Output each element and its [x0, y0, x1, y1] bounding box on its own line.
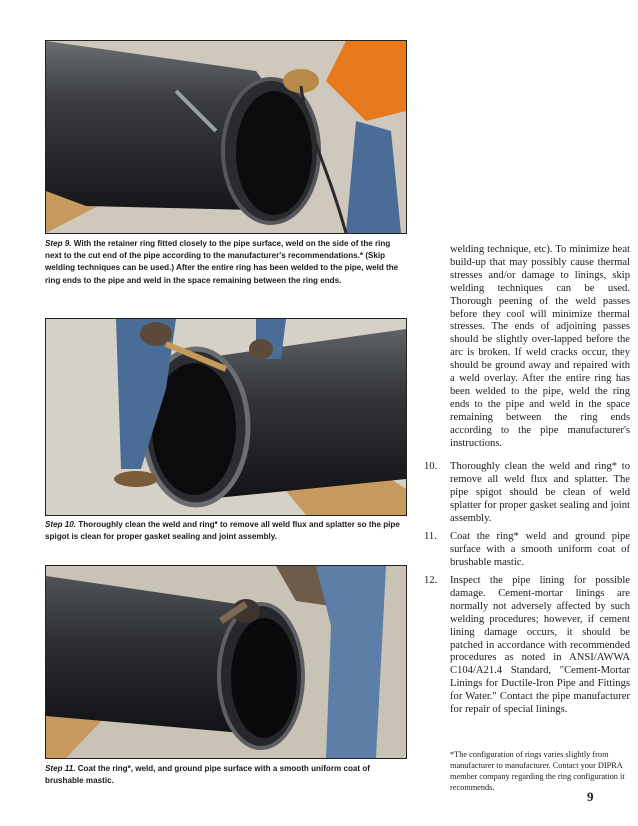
footnote: *The configuration of rings varies slightly from manufacturer to manufacturer. Contact your DIPRA member company regarding the ring configuration it recommends. — [450, 750, 625, 792]
cleaning-weld-photo — [45, 318, 407, 516]
step-9-label: Step 9. — [45, 239, 72, 248]
item-11-text: Coat the ring* weld and ground pipe surface with a smooth uniform coat of brushable mastic. — [450, 531, 630, 568]
item-12-paragraph — [424, 575, 630, 717]
continuation-text: welding technique, etc). To minimize heat build-up that may possibly cause thermal stresses and/or damage to linings, skip welding techniques can be used. Thorough peening of the weld passes before they cool will minimize thermal stresses. The ends of adjoining passes should be slightly over-lapped before the arc is broken. If weld cracks occur, they should be ground away and repaired with a weld overlay. After the entire ring has been welded to the pipe, weld the ring ends to the pipe and weld in the space remaining between the ring ends according to the pipe manufacturer's instructions. — [450, 244, 630, 449]
item-11 — [424, 531, 630, 570]
item-10 — [424, 461, 630, 526]
welding-pipe-photo — [45, 40, 407, 234]
item-12 — [424, 575, 630, 717]
step-9-caption — [45, 238, 407, 287]
step-9-text: With the retainer ring fitted closely to the pipe surface, weld on the side of the ring next to the cut end of the pipe according to the manufacturer's recommendations.* (Skip welding techniques can be used.) After the entire ring has been welded to the pipe, weld the ring ends to the pipe and weld in the space remaining between the ring ends. — [45, 239, 399, 285]
item-12-text: Inspect the pipe lining for possible damage. Cement-mortar linings are normally not adversely affected by such welding procedures; however, if cement lining damage occurs, it should be patched in accordance with recommended procedures as noted in ANSI/AWWA C104/A21.4 Standard, "Cement-Mortar Linings for Ductile-Iron Pipe and Fittings for Water." Contact the pipe manufacturer for repair of special linings. — [450, 575, 630, 716]
page-number: 9 — [587, 789, 594, 804]
item-11-number: 11. — [424, 531, 437, 542]
step-10-caption — [45, 519, 407, 543]
coating-mastic-photo — [45, 565, 407, 759]
item-10-paragraph — [424, 461, 630, 526]
step-11-caption — [45, 763, 407, 787]
step-11-label: Step 11. — [45, 764, 76, 773]
step-10-label: Step 10. — [45, 520, 77, 529]
item-12-number: 12. — [424, 575, 438, 586]
item-10-text: Thoroughly clean the weld and ring* to remove all weld flux and splatter. The pipe spigot should be clean of weld splatter for proper gasket sealing and joint assembly. — [450, 461, 630, 524]
body-column — [424, 244, 630, 451]
item-10-number: 10. — [424, 461, 438, 472]
item-11-paragraph — [424, 531, 630, 570]
step-10-text: Thoroughly clean the weld and ring* to remove all weld flux and splatter so the pipe spigot is clean for proper gasket sealing and joint assembly. — [45, 520, 400, 542]
step-11-text: Coat the ring*, weld, and ground pipe surface with a smooth uniform coat of brushable mastic. — [45, 764, 370, 786]
